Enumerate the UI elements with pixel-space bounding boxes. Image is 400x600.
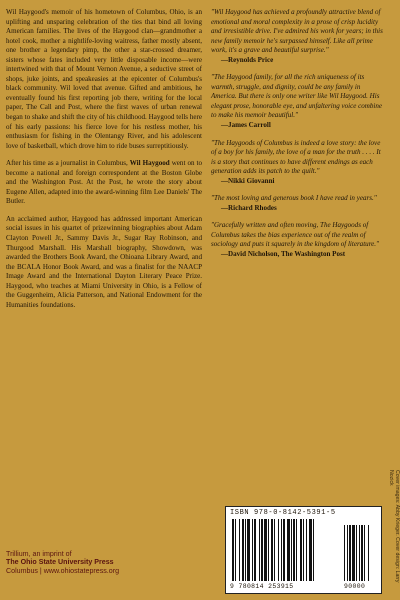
barcode-bars	[232, 519, 376, 581]
barcode-digits: 9 780814 253915	[230, 583, 294, 590]
imprint-line: Trillium, an imprint of	[6, 550, 72, 558]
blurb-text: "The most loving and generous book I have read in years."	[211, 194, 377, 203]
blurb	[211, 73, 385, 130]
publisher-url: Columbus | www.ohiostatepress.org	[6, 566, 120, 575]
blurb-text: "The Haygoods of Columbus is indeed a love story: the love of a boy for his family, the love of a man for the truth . . . . It is a story that continues to have different endings as each generation adds its patch to the quilt."	[211, 138, 381, 176]
cover-credits: Cover images: Abby Krieger. Cover design: Larry Nozick	[388, 470, 400, 583]
barcode-addon-digits: 90000	[344, 583, 366, 590]
publisher-name: The Ohio State University Press	[6, 558, 114, 567]
publisher-imprint	[6, 550, 206, 575]
blurb-author: —Reynolds Price	[221, 55, 274, 64]
blurb-author: —James Carroll	[221, 121, 271, 130]
blurb-author: —Nikki Giovanni	[221, 176, 275, 185]
blurb-text: "The Haygood family, for all the rich uniqueness of its warmth, struggle, and dignity, could be any family in America. But there is only one writer like Wil Haygood. His elegant prose, honorable eye, and unfaltering voice combine to make his memoir beautiful."	[211, 73, 382, 120]
description-paragraph-2	[6, 159, 202, 207]
blurb	[211, 194, 385, 213]
blurb-text: "Gracefully written and often moving, The Haygoods of Columbus takes the bias experience out of the realm of sociology and puts it squarely in the kingdom of literature."	[211, 221, 380, 249]
description-paragraph-3: An acclaimed author, Haygood has addressed important American social issues in his quartet of prizewinning biographies about Adam Clayton Powell Jr., Sammy Davis Jr., Sugar Ray Robinson, and Thurgood Marshall. His Marshall biography, Showdown, was awarded the Brothers Book Award, the Ohioana Library Award, and the BCALA Honor Book Award, and was a finalist for the NAACP Image Award and the International Dayton Literary Peace Prize. Haygood, who teaches at Miami University in Ohio, is a Fellow of the Guggenheim, Alicia Patterson, and National Endowment for the Humanities foundations.	[6, 214, 202, 309]
isbn-barcode	[225, 506, 382, 594]
blurb	[211, 221, 385, 259]
blurb	[211, 8, 385, 65]
blurbs-column	[211, 8, 385, 268]
blurb-author: —David Nicholson, The Washington Post	[221, 250, 346, 259]
author-name: Wil Haygood	[129, 159, 170, 168]
p2-pre: After his time as a journalist in Columbus,	[6, 159, 128, 168]
blurb	[211, 139, 385, 187]
description-paragraph-1: Wil Haygood's memoir of his hometown of Columbus, Ohio, is an uplifting and unsparing celebration of the ties that bind all loving American families. The lives of the Haygood clan—grandmother a hotel cook, mother a nightlife-loving waitress, father mostly absent, one brother a legendary pimp, the other a star-crossed dreamer, sisters whose fates included very little disposable income—were intertwined with that of Mount Vernon Avenue, a seductive street of shops, juke joints, and speakeasies at the epicenter of Columbus's black community. Wil loved that avenue. Gifted and ambitious, he eventually found his first reporting job there, writing for the local paper, The Call and Post, where the first waves of urban renewal began to shake and shift the city of his childhood. Haygood tells here of his early passions: his fierce love for his restless mother, his enthusiasm for fishing in the Olentangy River, and his adolescent love of basketball, which drove him to ride buses surreptitiously.	[6, 8, 202, 150]
blurb-text: "Wil Haygood has achieved a profoundly attractive blend of emotional and moral complexity in a prose of crisp lucidity and irresistible drive. I've admired his work for years; in this new family memoir he's surpassed himself. Like all prime work, it's a grave and beautiful surprise."	[211, 8, 383, 55]
p2-post: went on to become a national and foreign correspondent at the Boston Globe and the Washington Post. At the Post, he wrote the story about Eugene Allen, adapted into the award-winning film Lee Daniels' The Butler.	[6, 159, 203, 206]
blurb-author: —Richard Rhodes	[221, 203, 277, 212]
isbn-text: ISBN 978-0-8142-5391-5	[230, 509, 336, 517]
left-column	[6, 8, 202, 318]
